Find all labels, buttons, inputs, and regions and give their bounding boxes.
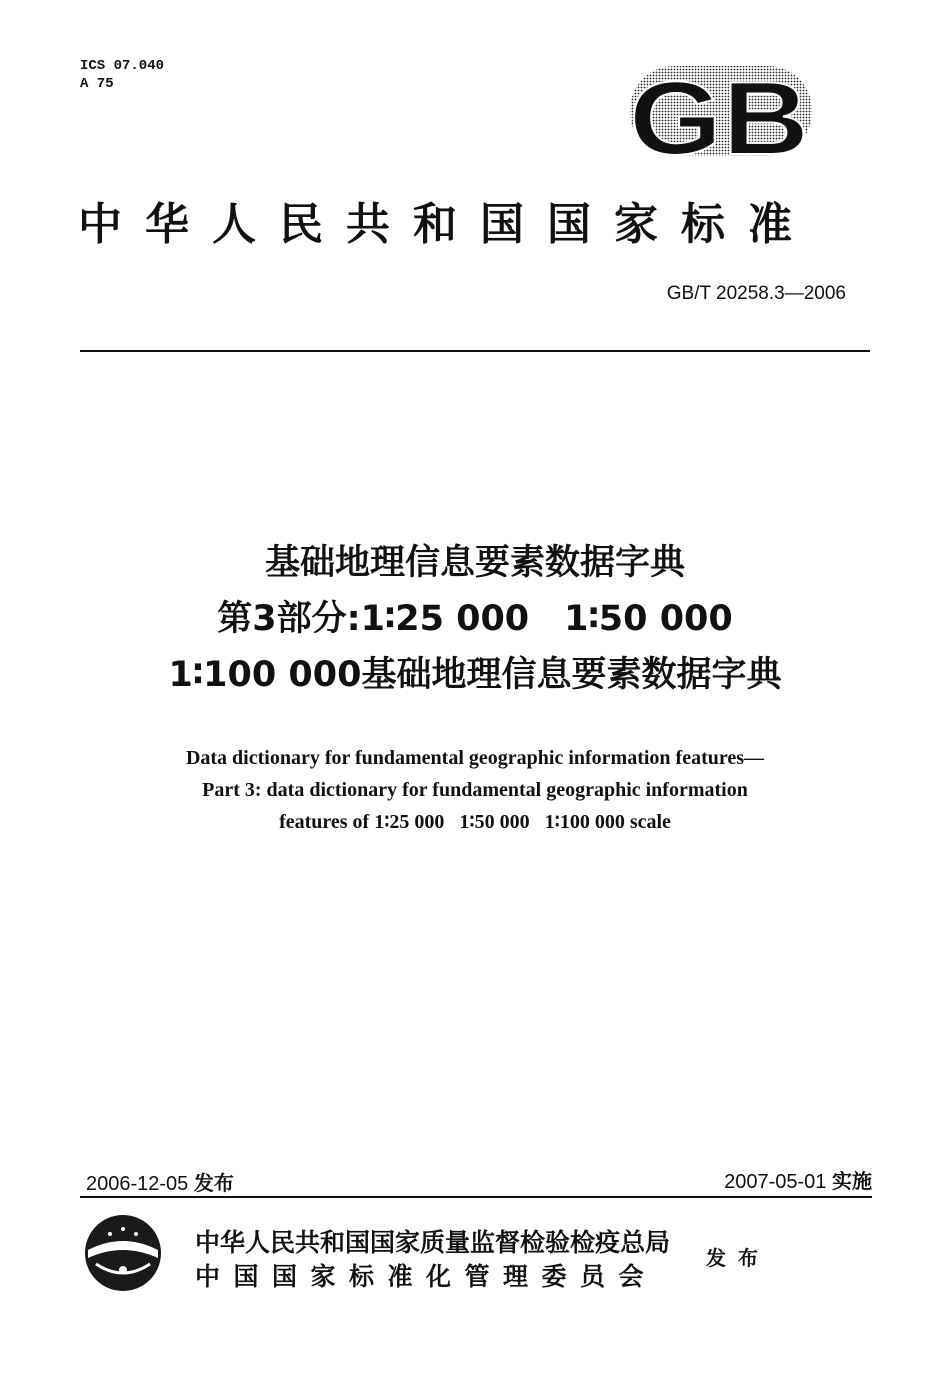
issuing-authorities (195, 1226, 670, 1294)
standard-number: GB/T 20258.3—2006 (666, 283, 846, 304)
national-standard-title: 中华人民共和国国家标准 (78, 199, 815, 250)
english-title (0, 742, 950, 838)
english-title-line3: features of 1∶25 000 1∶50 000 1∶100 000 scale (279, 811, 671, 833)
english-title-line2: Part 3: data dictionary for fundamental geographic information (202, 779, 748, 801)
publish-label: 发布 (706, 1246, 770, 1270)
release-date: 2006-12-05 (86, 1173, 189, 1195)
classification-codes (80, 57, 164, 93)
header-divider (80, 350, 870, 352)
ccs-code: A 75 (80, 76, 114, 92)
effective-date-block (724, 1165, 872, 1194)
issuer-aqsiq: 中华人民共和国国家质量监督检验检疫总局 (195, 1228, 671, 1257)
footer-divider (80, 1196, 872, 1198)
national-emblem-icon (82, 1212, 164, 1294)
chinese-title-line3: 1∶100 000基础地理信息要素数据字典 (168, 655, 782, 695)
english-title-line1: Data dictionary for fundamental geographic information features— (185, 747, 765, 769)
issuer-sac: 中国国家标准化管理委员会 (195, 1262, 658, 1291)
effective-date: 2007-05-01 (724, 1171, 827, 1193)
chinese-title-line1: 基础地理信息要素数据字典 (264, 543, 685, 583)
gb-logo-text: GB (629, 62, 809, 160)
release-label: 发布 (193, 1171, 234, 1195)
gb-logo (622, 62, 817, 160)
effective-label: 实施 (832, 1169, 872, 1193)
release-date-block (86, 1167, 234, 1196)
ics-code: ICS 07.040 (80, 58, 165, 74)
chinese-title (0, 535, 950, 703)
chinese-title-line2: 第3部分:1∶25 000 1∶50 000 (217, 599, 733, 639)
